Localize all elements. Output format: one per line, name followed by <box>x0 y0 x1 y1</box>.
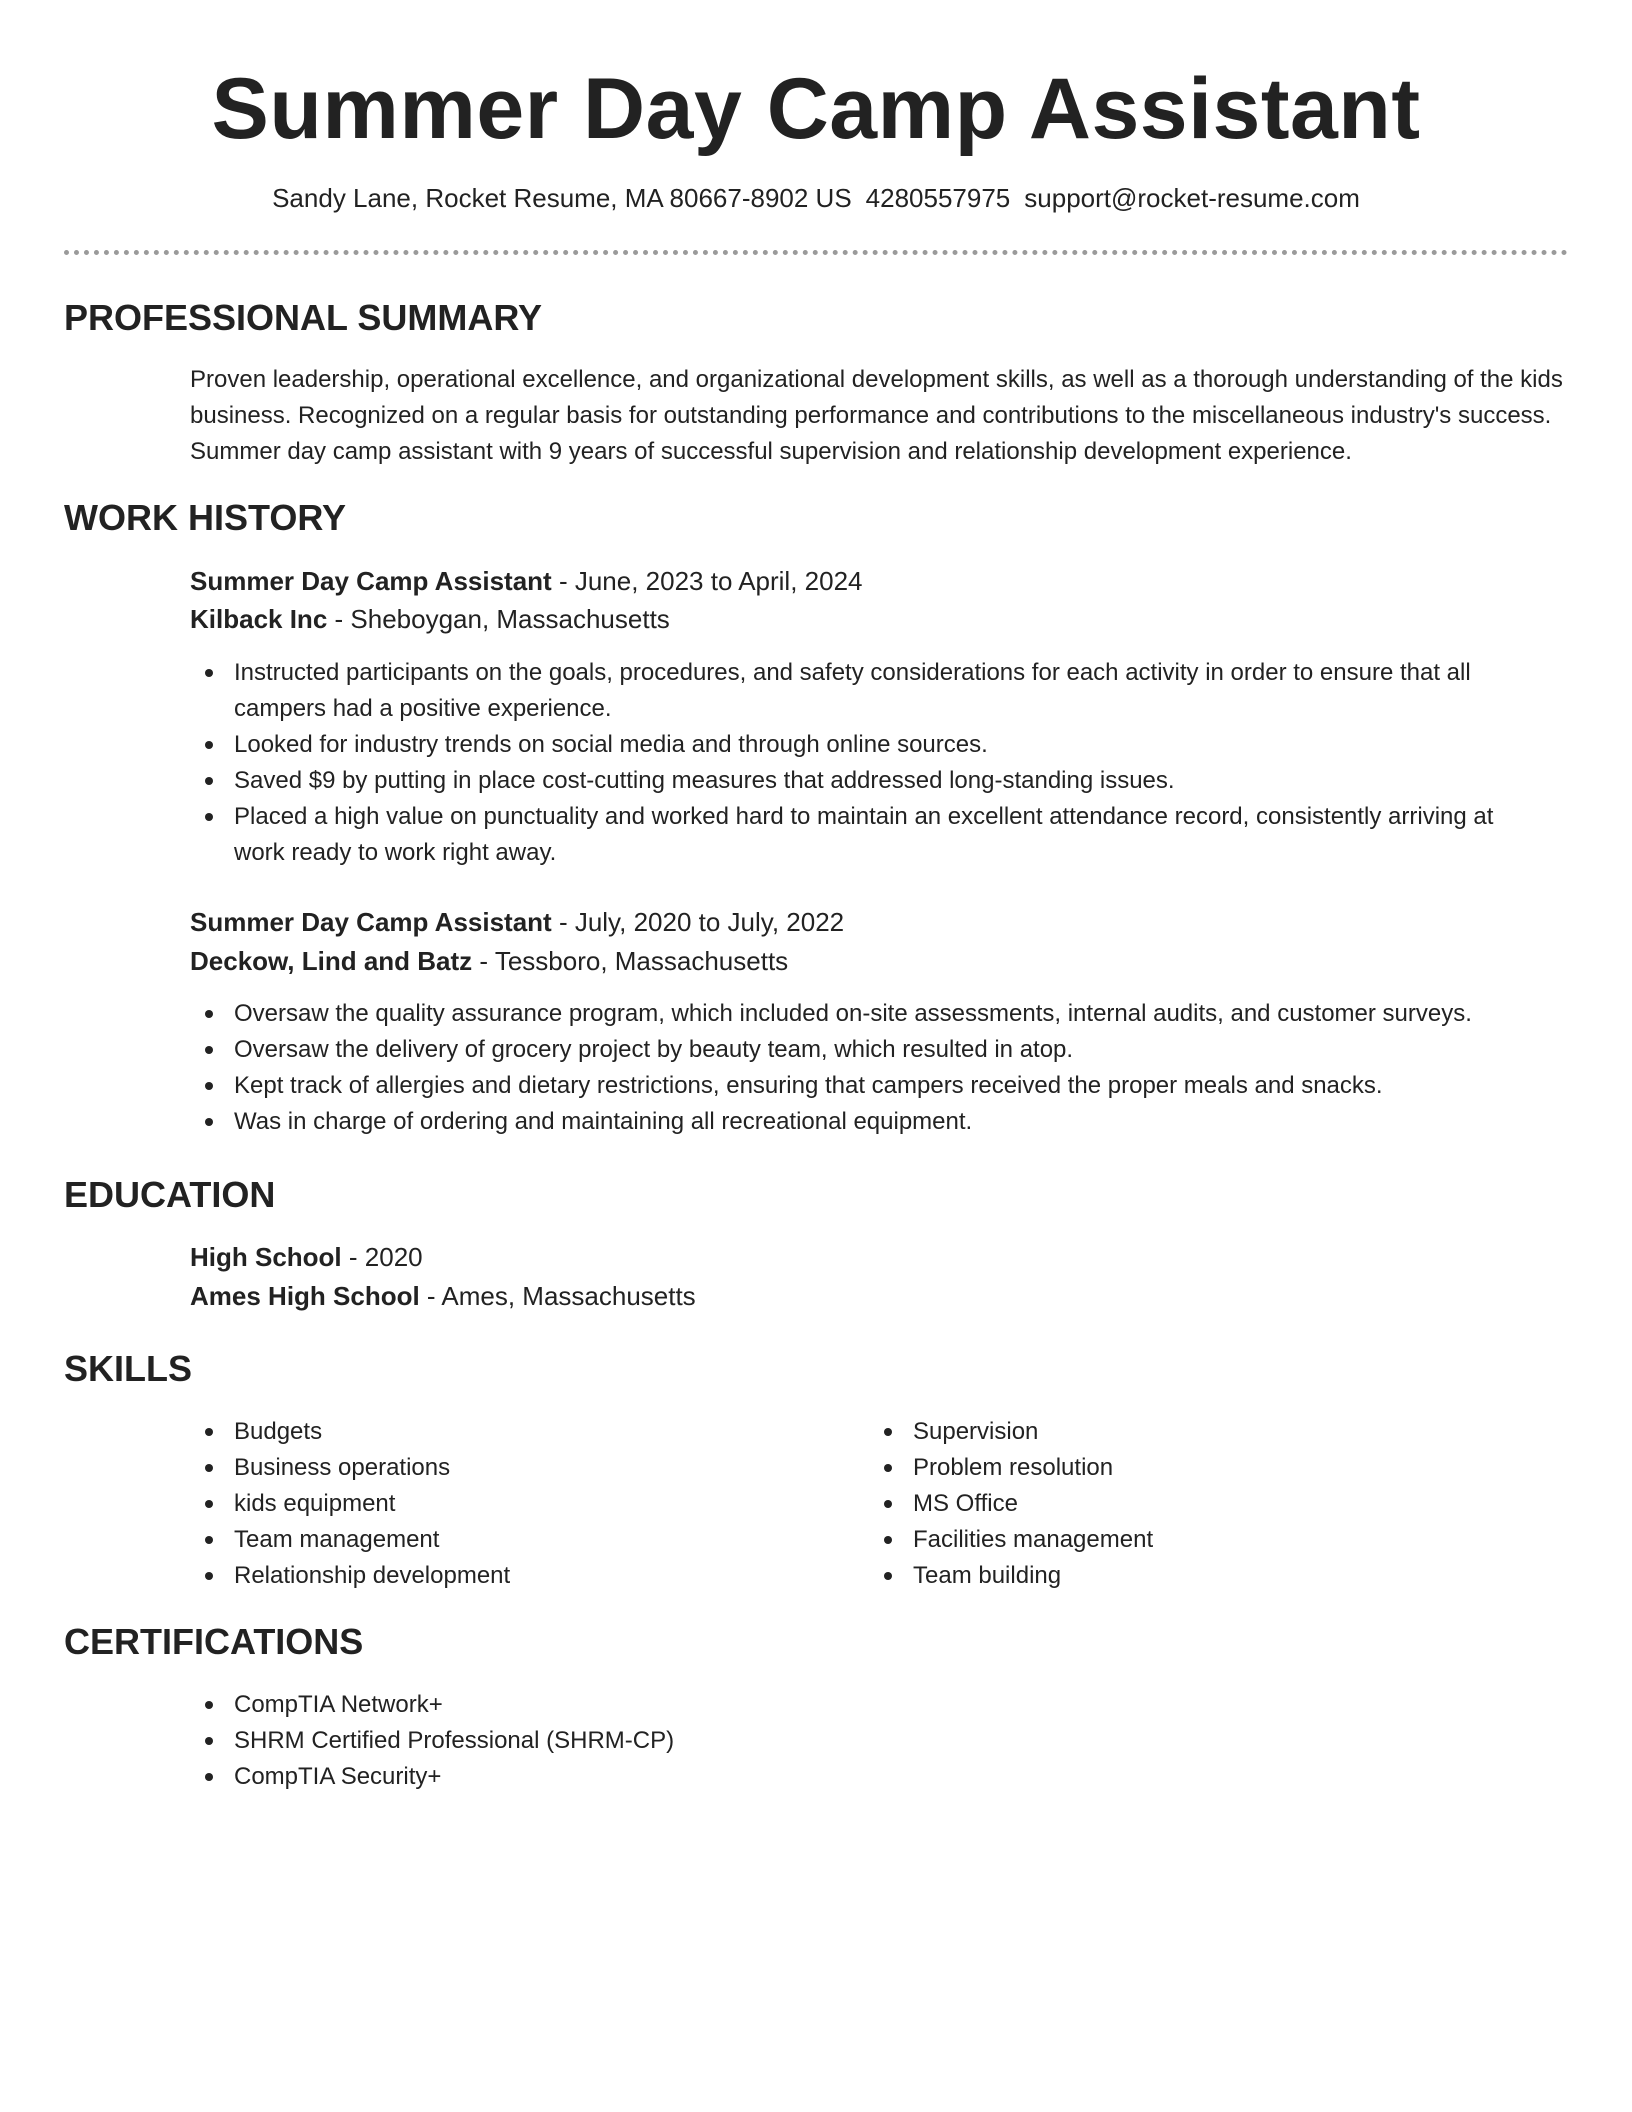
list-item: kids equipment <box>190 1486 830 1522</box>
list-item: CompTIA Security+ <box>190 1759 1190 1795</box>
job-1-bullets <box>190 655 1550 871</box>
list-item: Saved $9 by putting in place cost-cutting measures that addressed long-standing issues. <box>190 763 1550 799</box>
list-item: CompTIA Network+ <box>190 1687 1190 1723</box>
job-2-company: Deckow, Lind and Batz <box>190 946 473 976</box>
list-item: Team building <box>869 1558 1509 1594</box>
job-1-company: Kilback Inc <box>190 604 328 634</box>
list-item: Problem resolution <box>869 1450 1509 1486</box>
job-2-dates: - July, 2020 to July, 2022 <box>551 907 845 937</box>
list-item: Instructed participants on the goals, procedures, and safety considerations for each activity in order to ensure that all campers had a positive experience. <box>190 655 1550 727</box>
header-divider <box>64 250 1568 255</box>
education-degree-line <box>190 1238 423 1276</box>
list-item: Supervision <box>869 1414 1509 1450</box>
summary-heading: PROFESSIONAL SUMMARY <box>64 297 543 338</box>
list-item: Oversaw the delivery of grocery project by beauty team, which resulted in atop. <box>190 1032 1550 1068</box>
job-2-company-line <box>190 942 788 980</box>
list-item: Placed a high value on punctuality and worked hard to maintain an excellent attendance record, consistently arriving at work ready to work right away. <box>190 799 1550 871</box>
job-2-bullets <box>190 996 1550 1140</box>
candidate-name: Summer Day Camp Assistant <box>211 61 1421 157</box>
job-1-dates: - June, 2023 to April, 2024 <box>551 566 863 596</box>
certifications-heading: CERTIFICATIONS <box>64 1621 364 1662</box>
job-1-role: Summer Day Camp Assistant <box>190 566 552 596</box>
contact-address: Sandy Lane, Rocket Resume, MA 80667-8902 US <box>272 183 852 213</box>
job-2-location: - Tessboro, Massachusetts <box>472 946 789 976</box>
contact-email: support@rocket-resume.com <box>1024 183 1360 213</box>
list-item: Relationship development <box>190 1558 830 1594</box>
education-heading: EDUCATION <box>64 1174 276 1215</box>
job-1-title-line <box>190 562 863 600</box>
list-item: Facilities management <box>869 1522 1509 1558</box>
job-1-location: - Sheboygan, Massachusetts <box>327 604 670 634</box>
contact-phone: 4280557975 <box>865 183 1011 213</box>
job-2-title-line <box>190 903 844 941</box>
contact-line <box>0 180 1632 216</box>
job-2-role: Summer Day Camp Assistant <box>190 907 552 937</box>
certifications-list <box>190 1687 1190 1795</box>
skills-right-list <box>869 1414 1509 1594</box>
education-year: - 2020 <box>341 1242 423 1272</box>
education-school-line <box>190 1277 696 1315</box>
list-item: Kept track of allergies and dietary restrictions, ensuring that campers received the proper meals and snacks. <box>190 1068 1550 1104</box>
list-item: SHRM Certified Professional (SHRM-CP) <box>190 1723 1190 1759</box>
list-item: Budgets <box>190 1414 830 1450</box>
summary-text: Proven leadership, operational excellence, and organizational development skills, as well as a thorough understanding of the kids business. Recognized on a regular basis for outstanding performance and contributions to the miscellaneous industry's success. Summer day camp assistant with 9 years of successful supervision and relationship development experience. <box>190 366 1563 465</box>
list-item: Looked for industry trends on social media and through online sources. <box>190 727 1550 763</box>
work-history-heading: WORK HISTORY <box>64 497 347 538</box>
list-item: MS Office <box>869 1486 1509 1522</box>
skills-heading: SKILLS <box>64 1348 193 1389</box>
list-item: Was in charge of ordering and maintaining all recreational equipment. <box>190 1104 1550 1140</box>
skills-left-list <box>190 1414 830 1594</box>
education-degree: High School <box>190 1242 342 1272</box>
list-item: Team management <box>190 1522 830 1558</box>
job-1-company-line <box>190 600 670 638</box>
education-school: Ames High School <box>190 1281 420 1311</box>
list-item: Oversaw the quality assurance program, which included on-site assessments, internal audits, and customer surveys. <box>190 996 1550 1032</box>
list-item: Business operations <box>190 1450 830 1486</box>
education-location: - Ames, Massachusetts <box>419 1281 696 1311</box>
